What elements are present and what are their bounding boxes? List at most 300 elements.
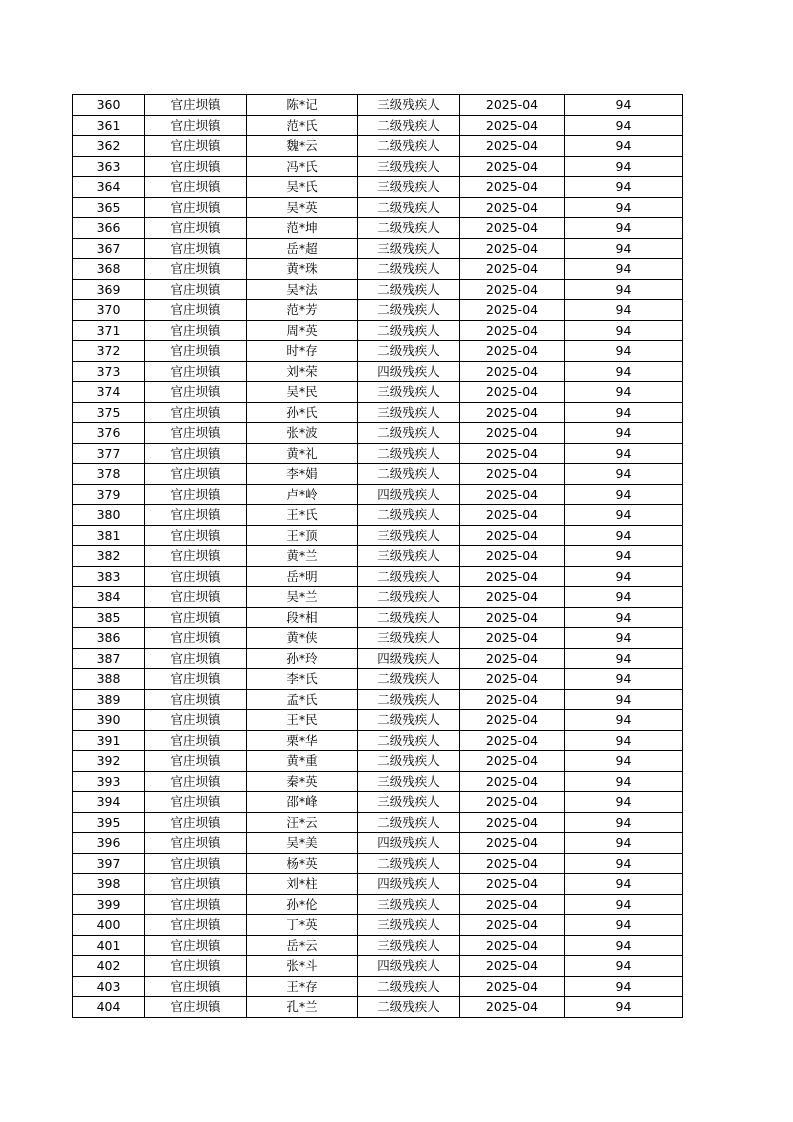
row-number: 386 — [73, 628, 145, 649]
row-number: 361 — [73, 115, 145, 136]
month-cell: 2025-04 — [460, 443, 565, 464]
disability-level-cell: 三级残疾人 — [358, 935, 460, 956]
table-row — [73, 730, 683, 751]
table-row — [73, 751, 683, 772]
table-row — [73, 300, 683, 321]
disability-level-cell: 三级残疾人 — [358, 771, 460, 792]
disability-level-cell: 三级残疾人 — [358, 915, 460, 936]
amount-cell: 94 — [565, 771, 683, 792]
disability-level-cell: 四级残疾人 — [358, 874, 460, 895]
table-row — [73, 587, 683, 608]
amount-cell: 94 — [565, 730, 683, 751]
table-row — [73, 177, 683, 198]
amount-cell: 94 — [565, 894, 683, 915]
amount-cell: 94 — [565, 464, 683, 485]
disability-level-cell: 二级残疾人 — [358, 587, 460, 608]
amount-cell: 94 — [565, 115, 683, 136]
town-cell: 官庄坝镇 — [145, 771, 247, 792]
amount-cell: 94 — [565, 689, 683, 710]
name-cell: 丁*英 — [247, 915, 358, 936]
disability-level-cell: 三级残疾人 — [358, 95, 460, 116]
town-cell: 官庄坝镇 — [145, 730, 247, 751]
table-row — [73, 238, 683, 259]
table-row — [73, 218, 683, 239]
table-row — [73, 341, 683, 362]
table-row — [73, 874, 683, 895]
amount-cell: 94 — [565, 525, 683, 546]
row-number: 388 — [73, 669, 145, 690]
town-cell: 官庄坝镇 — [145, 833, 247, 854]
amount-cell: 94 — [565, 648, 683, 669]
table-row — [73, 115, 683, 136]
month-cell: 2025-04 — [460, 853, 565, 874]
amount-cell: 94 — [565, 218, 683, 239]
disability-level-cell: 二级残疾人 — [358, 464, 460, 485]
disability-level-cell: 二级残疾人 — [358, 751, 460, 772]
amount-cell: 94 — [565, 320, 683, 341]
table-row — [73, 136, 683, 157]
name-cell: 冯*氏 — [247, 156, 358, 177]
table-row — [73, 935, 683, 956]
town-cell: 官庄坝镇 — [145, 382, 247, 403]
amount-cell: 94 — [565, 915, 683, 936]
month-cell: 2025-04 — [460, 136, 565, 157]
table-row — [73, 361, 683, 382]
amount-cell: 94 — [565, 792, 683, 813]
amount-cell: 94 — [565, 361, 683, 382]
row-number: 367 — [73, 238, 145, 259]
disability-level-cell: 二级残疾人 — [358, 976, 460, 997]
town-cell: 官庄坝镇 — [145, 935, 247, 956]
month-cell: 2025-04 — [460, 587, 565, 608]
month-cell: 2025-04 — [460, 976, 565, 997]
disability-level-cell: 二级残疾人 — [358, 279, 460, 300]
amount-cell: 94 — [565, 238, 683, 259]
town-cell: 官庄坝镇 — [145, 751, 247, 772]
month-cell: 2025-04 — [460, 320, 565, 341]
row-number: 403 — [73, 976, 145, 997]
amount-cell: 94 — [565, 997, 683, 1018]
table-row — [73, 812, 683, 833]
amount-cell: 94 — [565, 259, 683, 280]
table-row — [73, 279, 683, 300]
amount-cell: 94 — [565, 935, 683, 956]
town-cell: 官庄坝镇 — [145, 300, 247, 321]
table-row — [73, 546, 683, 567]
row-number: 382 — [73, 546, 145, 567]
town-cell: 官庄坝镇 — [145, 218, 247, 239]
row-number: 396 — [73, 833, 145, 854]
table-row — [73, 197, 683, 218]
town-cell: 官庄坝镇 — [145, 566, 247, 587]
name-cell: 栗*华 — [247, 730, 358, 751]
amount-cell: 94 — [565, 546, 683, 567]
month-cell: 2025-04 — [460, 361, 565, 382]
month-cell: 2025-04 — [460, 935, 565, 956]
disability-level-cell: 二级残疾人 — [358, 853, 460, 874]
row-number: 391 — [73, 730, 145, 751]
amount-cell: 94 — [565, 587, 683, 608]
row-number: 400 — [73, 915, 145, 936]
row-number: 385 — [73, 607, 145, 628]
month-cell: 2025-04 — [460, 423, 565, 444]
row-number: 381 — [73, 525, 145, 546]
month-cell: 2025-04 — [460, 915, 565, 936]
town-cell: 官庄坝镇 — [145, 546, 247, 567]
row-number: 379 — [73, 484, 145, 505]
disability-level-cell: 二级残疾人 — [358, 300, 460, 321]
amount-cell: 94 — [565, 382, 683, 403]
amount-cell: 94 — [565, 95, 683, 116]
town-cell: 官庄坝镇 — [145, 874, 247, 895]
amount-cell: 94 — [565, 751, 683, 772]
month-cell: 2025-04 — [460, 956, 565, 977]
month-cell: 2025-04 — [460, 628, 565, 649]
table-row — [73, 792, 683, 813]
disability-level-cell: 二级残疾人 — [358, 197, 460, 218]
row-number: 378 — [73, 464, 145, 485]
name-cell: 吴*氏 — [247, 177, 358, 198]
name-cell: 魏*云 — [247, 136, 358, 157]
month-cell: 2025-04 — [460, 771, 565, 792]
town-cell: 官庄坝镇 — [145, 238, 247, 259]
name-cell: 王*存 — [247, 976, 358, 997]
town-cell: 官庄坝镇 — [145, 464, 247, 485]
amount-cell: 94 — [565, 341, 683, 362]
town-cell: 官庄坝镇 — [145, 956, 247, 977]
row-number: 377 — [73, 443, 145, 464]
row-number: 394 — [73, 792, 145, 813]
amount-cell: 94 — [565, 607, 683, 628]
month-cell: 2025-04 — [460, 525, 565, 546]
disability-level-cell: 二级残疾人 — [358, 566, 460, 587]
row-number: 402 — [73, 956, 145, 977]
name-cell: 黄*重 — [247, 751, 358, 772]
table-row — [73, 853, 683, 874]
name-cell: 孙*玲 — [247, 648, 358, 669]
row-number: 399 — [73, 894, 145, 915]
disability-level-cell: 四级残疾人 — [358, 648, 460, 669]
month-cell: 2025-04 — [460, 607, 565, 628]
row-number: 360 — [73, 95, 145, 116]
town-cell: 官庄坝镇 — [145, 484, 247, 505]
amount-cell: 94 — [565, 874, 683, 895]
town-cell: 官庄坝镇 — [145, 341, 247, 362]
row-number: 362 — [73, 136, 145, 157]
disability-level-cell: 三级残疾人 — [358, 628, 460, 649]
disability-level-cell: 三级残疾人 — [358, 894, 460, 915]
amount-cell: 94 — [565, 566, 683, 587]
month-cell: 2025-04 — [460, 218, 565, 239]
disability-level-cell: 三级残疾人 — [358, 238, 460, 259]
name-cell: 黄*兰 — [247, 546, 358, 567]
table-row — [73, 464, 683, 485]
town-cell: 官庄坝镇 — [145, 136, 247, 157]
row-number: 375 — [73, 402, 145, 423]
name-cell: 刘*柱 — [247, 874, 358, 895]
town-cell: 官庄坝镇 — [145, 997, 247, 1018]
row-number: 389 — [73, 689, 145, 710]
amount-cell: 94 — [565, 710, 683, 731]
table-row — [73, 156, 683, 177]
name-cell: 时*存 — [247, 341, 358, 362]
month-cell: 2025-04 — [460, 812, 565, 833]
month-cell: 2025-04 — [460, 95, 565, 116]
row-number: 393 — [73, 771, 145, 792]
disability-level-cell: 三级残疾人 — [358, 402, 460, 423]
name-cell: 黄*礼 — [247, 443, 358, 464]
table-row — [73, 423, 683, 444]
table-row — [73, 525, 683, 546]
row-number: 369 — [73, 279, 145, 300]
disability-level-cell: 三级残疾人 — [358, 177, 460, 198]
name-cell: 范*氏 — [247, 115, 358, 136]
name-cell: 卢*岭 — [247, 484, 358, 505]
disability-level-cell: 二级残疾人 — [358, 115, 460, 136]
table-body — [73, 95, 683, 1018]
town-cell: 官庄坝镇 — [145, 197, 247, 218]
amount-cell: 94 — [565, 505, 683, 526]
disability-level-cell: 二级残疾人 — [358, 443, 460, 464]
table-row — [73, 833, 683, 854]
name-cell: 吴*美 — [247, 833, 358, 854]
table-row — [73, 669, 683, 690]
row-number: 365 — [73, 197, 145, 218]
table-row — [73, 976, 683, 997]
town-cell: 官庄坝镇 — [145, 156, 247, 177]
disability-level-cell: 四级残疾人 — [358, 361, 460, 382]
town-cell: 官庄坝镇 — [145, 689, 247, 710]
name-cell: 周*英 — [247, 320, 358, 341]
name-cell: 孙*伦 — [247, 894, 358, 915]
month-cell: 2025-04 — [460, 300, 565, 321]
town-cell: 官庄坝镇 — [145, 423, 247, 444]
name-cell: 吴*兰 — [247, 587, 358, 608]
name-cell: 王*顶 — [247, 525, 358, 546]
table-row — [73, 710, 683, 731]
table-row — [73, 915, 683, 936]
month-cell: 2025-04 — [460, 792, 565, 813]
disability-level-cell: 四级残疾人 — [358, 956, 460, 977]
row-number: 383 — [73, 566, 145, 587]
table-row — [73, 382, 683, 403]
name-cell: 吴*民 — [247, 382, 358, 403]
name-cell: 吴*英 — [247, 197, 358, 218]
name-cell: 吴*法 — [247, 279, 358, 300]
name-cell: 范*芳 — [247, 300, 358, 321]
row-number: 380 — [73, 505, 145, 526]
table-row — [73, 505, 683, 526]
amount-cell: 94 — [565, 402, 683, 423]
disability-level-cell: 二级残疾人 — [358, 710, 460, 731]
month-cell: 2025-04 — [460, 689, 565, 710]
town-cell: 官庄坝镇 — [145, 915, 247, 936]
name-cell: 岳*超 — [247, 238, 358, 259]
amount-cell: 94 — [565, 484, 683, 505]
amount-cell: 94 — [565, 136, 683, 157]
town-cell: 官庄坝镇 — [145, 669, 247, 690]
town-cell: 官庄坝镇 — [145, 628, 247, 649]
town-cell: 官庄坝镇 — [145, 525, 247, 546]
row-number: 397 — [73, 853, 145, 874]
town-cell: 官庄坝镇 — [145, 607, 247, 628]
month-cell: 2025-04 — [460, 259, 565, 280]
amount-cell: 94 — [565, 197, 683, 218]
name-cell: 刘*荣 — [247, 361, 358, 382]
disability-level-cell: 二级残疾人 — [358, 341, 460, 362]
table-row — [73, 689, 683, 710]
town-cell: 官庄坝镇 — [145, 792, 247, 813]
town-cell: 官庄坝镇 — [145, 279, 247, 300]
month-cell: 2025-04 — [460, 546, 565, 567]
table-row — [73, 484, 683, 505]
town-cell: 官庄坝镇 — [145, 587, 247, 608]
town-cell: 官庄坝镇 — [145, 177, 247, 198]
row-number: 368 — [73, 259, 145, 280]
row-number: 392 — [73, 751, 145, 772]
month-cell: 2025-04 — [460, 730, 565, 751]
row-number: 398 — [73, 874, 145, 895]
disability-level-cell: 三级残疾人 — [358, 546, 460, 567]
disability-level-cell: 四级残疾人 — [358, 833, 460, 854]
town-cell: 官庄坝镇 — [145, 95, 247, 116]
amount-cell: 94 — [565, 976, 683, 997]
row-number: 384 — [73, 587, 145, 608]
town-cell: 官庄坝镇 — [145, 402, 247, 423]
month-cell: 2025-04 — [460, 238, 565, 259]
month-cell: 2025-04 — [460, 402, 565, 423]
town-cell: 官庄坝镇 — [145, 648, 247, 669]
month-cell: 2025-04 — [460, 156, 565, 177]
name-cell: 张*斗 — [247, 956, 358, 977]
disability-level-cell: 二级残疾人 — [358, 423, 460, 444]
amount-cell: 94 — [565, 423, 683, 444]
town-cell: 官庄坝镇 — [145, 361, 247, 382]
table-row — [73, 771, 683, 792]
name-cell: 岳*明 — [247, 566, 358, 587]
disability-level-cell: 二级残疾人 — [358, 136, 460, 157]
disability-level-cell: 四级残疾人 — [358, 484, 460, 505]
name-cell: 范*坤 — [247, 218, 358, 239]
disability-level-cell: 二级残疾人 — [358, 812, 460, 833]
row-number: 363 — [73, 156, 145, 177]
town-cell: 官庄坝镇 — [145, 115, 247, 136]
table-row — [73, 402, 683, 423]
month-cell: 2025-04 — [460, 505, 565, 526]
table-row — [73, 648, 683, 669]
table-row — [73, 607, 683, 628]
month-cell: 2025-04 — [460, 833, 565, 854]
row-number: 371 — [73, 320, 145, 341]
row-number: 401 — [73, 935, 145, 956]
name-cell: 杨*英 — [247, 853, 358, 874]
table-row — [73, 320, 683, 341]
row-number: 404 — [73, 997, 145, 1018]
amount-cell: 94 — [565, 628, 683, 649]
town-cell: 官庄坝镇 — [145, 710, 247, 731]
name-cell: 王*民 — [247, 710, 358, 731]
amount-cell: 94 — [565, 853, 683, 874]
disability-level-cell: 二级残疾人 — [358, 218, 460, 239]
table-row — [73, 628, 683, 649]
name-cell: 孙*氏 — [247, 402, 358, 423]
month-cell: 2025-04 — [460, 341, 565, 362]
row-number: 390 — [73, 710, 145, 731]
amount-cell: 94 — [565, 443, 683, 464]
town-cell: 官庄坝镇 — [145, 505, 247, 526]
month-cell: 2025-04 — [460, 997, 565, 1018]
table-row — [73, 997, 683, 1018]
name-cell: 邵*峰 — [247, 792, 358, 813]
month-cell: 2025-04 — [460, 177, 565, 198]
amount-cell: 94 — [565, 669, 683, 690]
disability-level-cell: 二级残疾人 — [358, 730, 460, 751]
disability-level-cell: 二级残疾人 — [358, 259, 460, 280]
name-cell: 王*氏 — [247, 505, 358, 526]
table-row — [73, 443, 683, 464]
row-number: 374 — [73, 382, 145, 403]
month-cell: 2025-04 — [460, 648, 565, 669]
name-cell: 秦*英 — [247, 771, 358, 792]
town-cell: 官庄坝镇 — [145, 894, 247, 915]
table-row — [73, 95, 683, 116]
table-row — [73, 894, 683, 915]
disability-level-cell: 三级残疾人 — [358, 525, 460, 546]
amount-cell: 94 — [565, 833, 683, 854]
disability-level-cell: 二级残疾人 — [358, 505, 460, 526]
month-cell: 2025-04 — [460, 279, 565, 300]
month-cell: 2025-04 — [460, 566, 565, 587]
row-number: 387 — [73, 648, 145, 669]
name-cell: 孔*兰 — [247, 997, 358, 1018]
table-row — [73, 566, 683, 587]
town-cell: 官庄坝镇 — [145, 443, 247, 464]
row-number: 373 — [73, 361, 145, 382]
amount-cell: 94 — [565, 279, 683, 300]
disability-level-cell: 三级残疾人 — [358, 382, 460, 403]
name-cell: 李*氏 — [247, 669, 358, 690]
month-cell: 2025-04 — [460, 710, 565, 731]
disability-level-cell: 二级残疾人 — [358, 669, 460, 690]
town-cell: 官庄坝镇 — [145, 812, 247, 833]
town-cell: 官庄坝镇 — [145, 320, 247, 341]
table-row — [73, 956, 683, 977]
name-cell: 张*波 — [247, 423, 358, 444]
row-number: 370 — [73, 300, 145, 321]
town-cell: 官庄坝镇 — [145, 259, 247, 280]
name-cell: 孟*氏 — [247, 689, 358, 710]
amount-cell: 94 — [565, 812, 683, 833]
data-table — [72, 94, 683, 1018]
town-cell: 官庄坝镇 — [145, 853, 247, 874]
month-cell: 2025-04 — [460, 382, 565, 403]
disability-level-cell: 三级残疾人 — [358, 792, 460, 813]
amount-cell: 94 — [565, 300, 683, 321]
month-cell: 2025-04 — [460, 464, 565, 485]
row-number: 372 — [73, 341, 145, 362]
amount-cell: 94 — [565, 177, 683, 198]
name-cell: 黄*侠 — [247, 628, 358, 649]
amount-cell: 94 — [565, 156, 683, 177]
disability-level-cell: 二级残疾人 — [358, 997, 460, 1018]
month-cell: 2025-04 — [460, 874, 565, 895]
row-number: 395 — [73, 812, 145, 833]
name-cell: 陈*记 — [247, 95, 358, 116]
row-number: 376 — [73, 423, 145, 444]
month-cell: 2025-04 — [460, 484, 565, 505]
table-row — [73, 259, 683, 280]
name-cell: 段*相 — [247, 607, 358, 628]
